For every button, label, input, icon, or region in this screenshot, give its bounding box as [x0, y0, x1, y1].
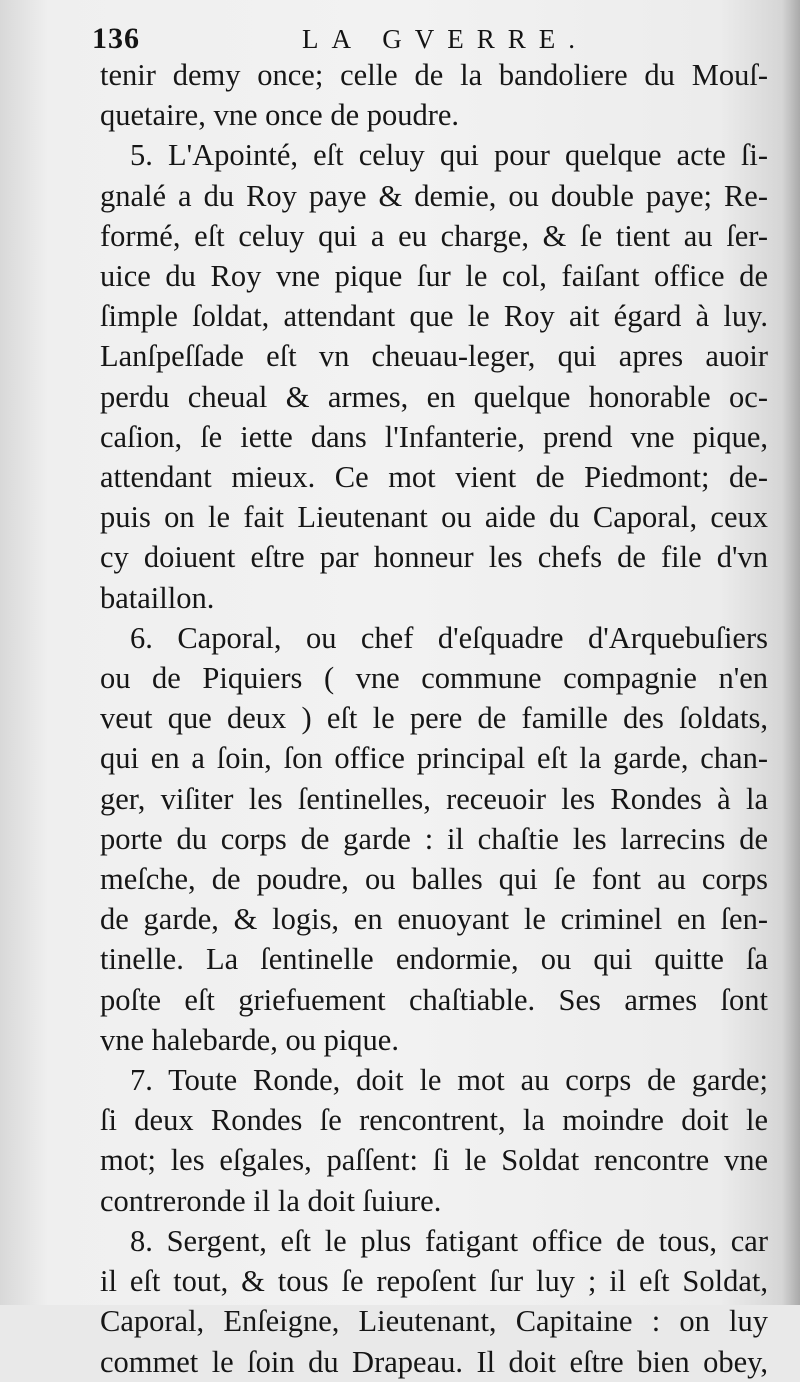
text-line: Caporal, Enſeigne, Lieutenant, Capitaine : on luy — [100, 1304, 768, 1339]
running-title: LA GVERRE. — [302, 24, 589, 54]
text-line: de garde, & logis, en enuoyant le criminel en ſen- — [100, 902, 768, 937]
text-line: formé, eſt celuy qui a eu charge, & ſe tient au ſer- — [100, 218, 768, 253]
paragraph-5-start: 5. L'Apointé, eſt celuy qui pour quelque acte ſi- — [130, 138, 768, 173]
text-line: vne halebarde, ou pique. — [100, 1022, 399, 1057]
page-number: 136 — [92, 22, 140, 55]
text-line: ger, viſiter les ſentinelles, receuoir les Rondes à la — [100, 781, 768, 816]
text-line: veut que deux ) eſt le pere de famille des ſoldats, — [100, 701, 768, 736]
text-line: tenir demy once; celle de la bandoliere du Mouſ- — [100, 58, 768, 92]
text-line: ou de Piquiers ( vne commune compagnie n'en — [100, 661, 768, 696]
text-line: quetaire, vne once de poudre. — [100, 98, 460, 133]
paragraph-7-start: 7. Toute Ronde, doit le mot au corps de garde; — [130, 1063, 768, 1098]
text-line: il eſt tout, & tous ſe repoſent ſur luy ; il eſt Soldat, — [100, 1264, 768, 1299]
body-text — [100, 55, 768, 1382]
paragraph-8-start: 8. Sergent, eſt le plus fatigant office de tous, car — [130, 1223, 768, 1258]
text-line: contreronde il la doit ſuiure. — [100, 1183, 442, 1218]
text-line: perdu cheual & armes, en quelque honorable oc- — [100, 379, 768, 414]
text-line: uice du Roy vne pique ſur le col, faiſant office de — [100, 259, 768, 294]
text-line: ſimple ſoldat, attendant que le Roy ait égard à luy. — [100, 299, 768, 334]
text-line: mot; les eſgales, paſſent: ſi le Soldat rencontre vne — [100, 1143, 768, 1178]
text-line: ſi deux Rondes ſe rencontrent, la moindre doit le — [100, 1103, 768, 1138]
page-gutter-shadow — [782, 0, 800, 1305]
text-line: Lanſpeſſade eſt vn cheuau-leger, qui apres auoir — [100, 339, 768, 374]
text-line: cy doiuent eſtre par honneur les chefs de file d'vn — [100, 540, 768, 575]
text-line: attendant mieux. Ce mot vient de Piedmont; de- — [100, 460, 768, 495]
text-line: qui en a ſoin, ſon office principal eſt la garde, chan- — [100, 741, 768, 776]
text-line: caſion, ſe iette dans l'Infanterie, prend vne pique, — [100, 419, 768, 454]
text-line: gnalé a du Roy paye & demie, ou double paye; Re- — [100, 178, 768, 213]
text-line: puis on le fait Lieutenant ou aide du Caporal, ceux — [100, 500, 768, 535]
text-line: bataillon. — [100, 580, 215, 615]
text-line: commet le ſoin du Drapeau. Il doit eſtre bien obey, — [100, 1344, 768, 1379]
text-line: poſte eſt griefuement chaſtiable. Ses armes ſont — [100, 982, 768, 1017]
paragraph-6-start: 6. Caporal, ou chef d'eſquadre d'Arquebuſiers — [130, 620, 768, 655]
text-line: meſche, de poudre, ou balles qui ſe font au corps — [100, 862, 768, 897]
text-line: porte du corps de garde : il chaſtie les larrecins de — [100, 821, 768, 856]
text-line: tinelle. La ſentinelle endormie, ou qui quitte ſa — [100, 942, 768, 977]
